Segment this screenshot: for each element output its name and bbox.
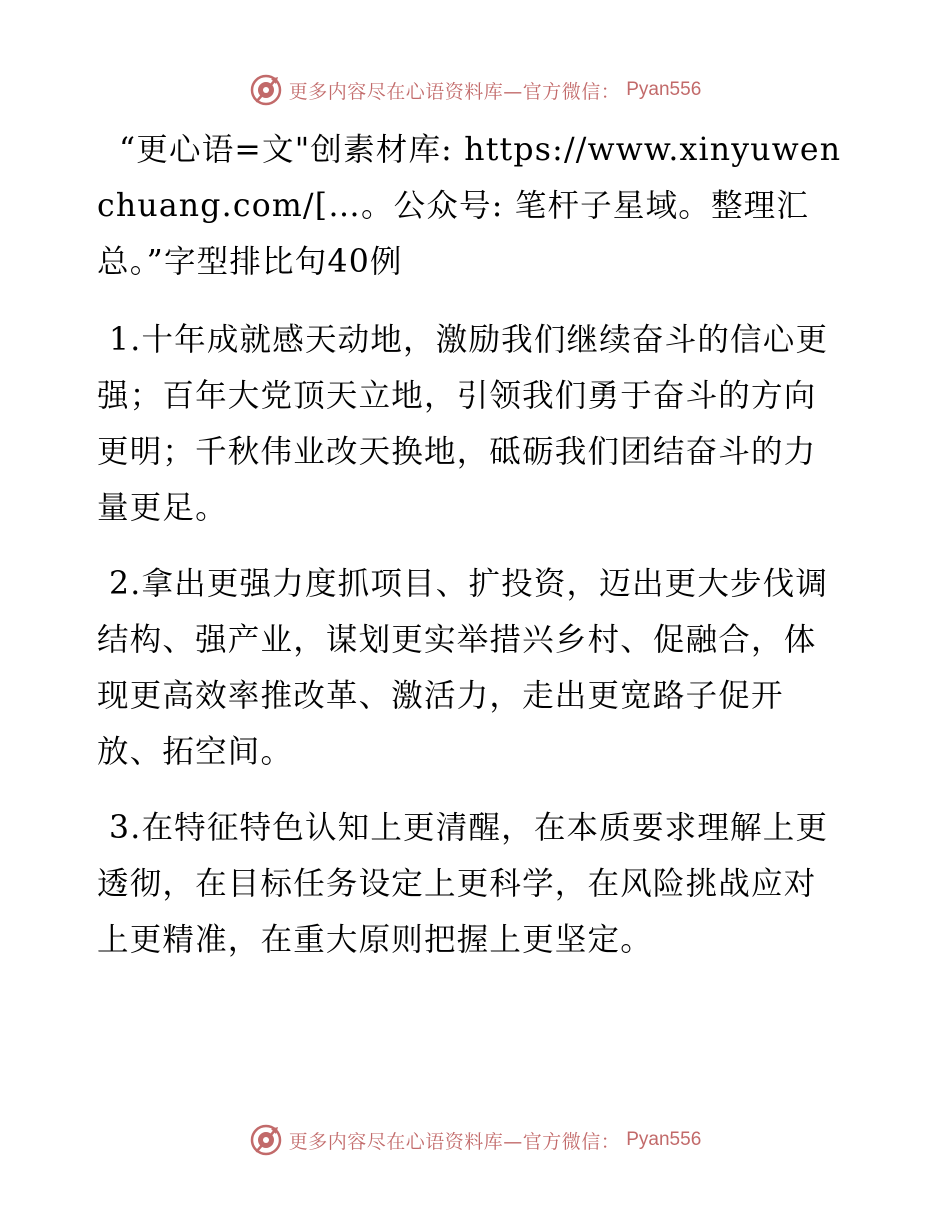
quill-logo-icon	[249, 73, 283, 107]
watermark-text: 更多内容尽在心语资料库—官方微信：	[288, 1130, 621, 1153]
document-title: “更心语=文"创素材库: https://www.xinyuwenchuang.com/[…。公众号: 笔杆子星域。整理汇总。”字型排比句40例	[97, 132, 842, 280]
watermark-text: 更多内容尽在心语资料库—官方微信：	[288, 80, 621, 103]
paragraph-2: 2.拿出更强力度抓项目、扩投资，迈出更大步伐调结构、强产业，谋划更实举措兴乡村、促融合，体现更高效率推改革、激活力，走出更宽路子促开放、拓空间。	[97, 566, 829, 770]
quill-logo-icon	[249, 1123, 283, 1157]
paragraph-1: 1.十年成就感天动地，激励我们继续奋斗的信心更强；百年大党顶天立地，引领我们勇于奋斗的方向更明；千秋伟业改天换地，砥砺我们团结奋斗的力量更足。	[97, 322, 829, 526]
header-watermark	[0, 70, 950, 110]
document-body	[97, 122, 849, 988]
watermark-handle: Pyan556	[626, 1129, 702, 1150]
footer-watermark	[0, 1120, 950, 1160]
paragraph-3: 3.在特征特色认知上更清醒，在本质要求理解上更透彻，在目标任务设定上更科学，在风险挑战应对上更精准，在重大原则把握上更坚定。	[97, 810, 829, 958]
watermark-handle: Pyan556	[626, 79, 702, 100]
